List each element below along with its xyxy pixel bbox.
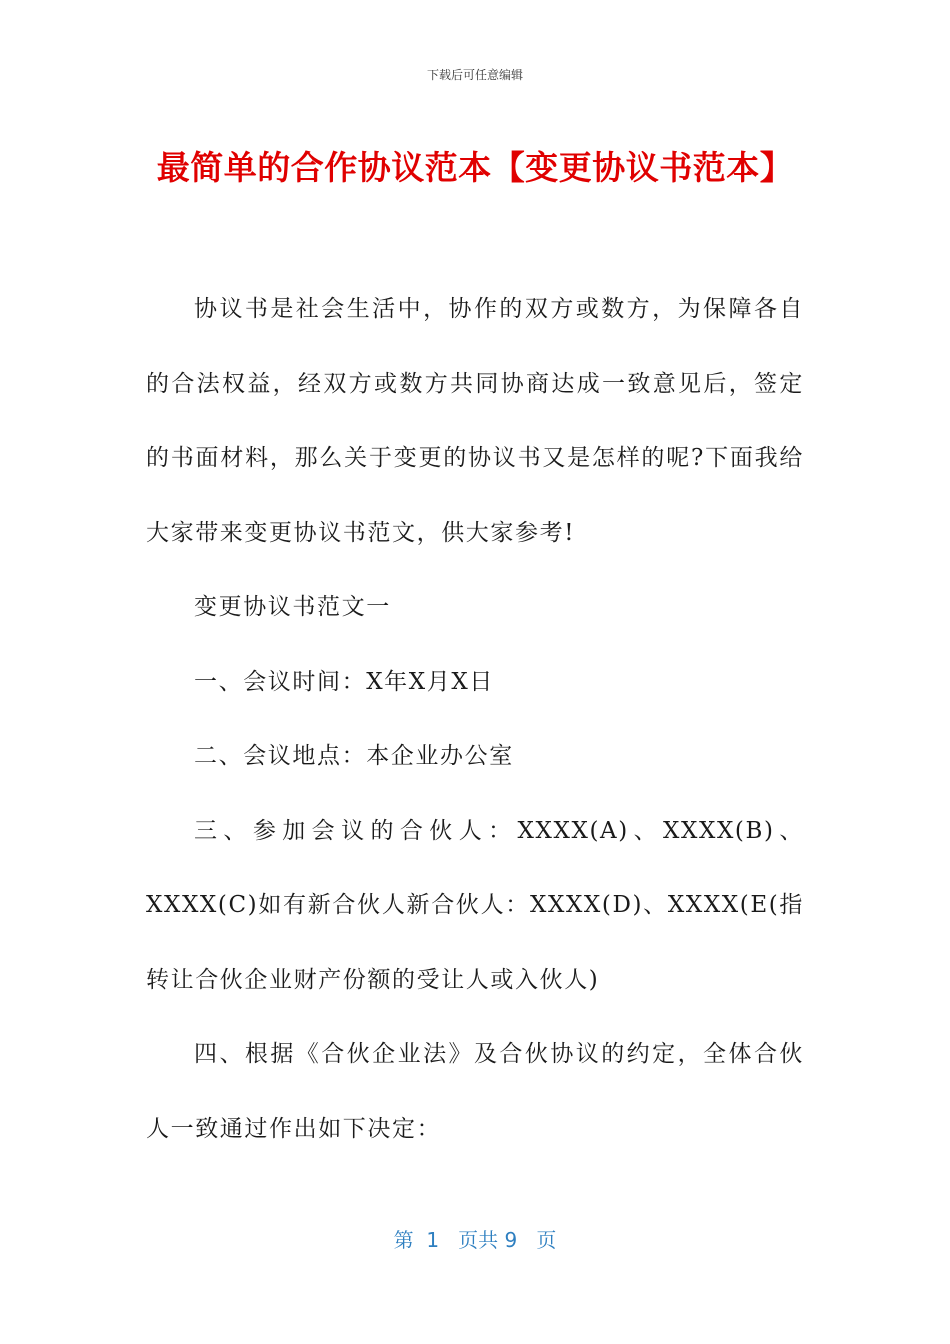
paragraph-decision: 四、根据《合伙企业法》及合伙协议的约定，全体合伙人一致通过作出如下决定： [146, 1041, 804, 1142]
document-body [146, 272, 804, 1166]
paragraph-meeting-place: 二、会议地点：本企业办公室 [194, 743, 514, 769]
paragraph-sample-heading: 变更协议书范文一 [194, 594, 391, 620]
paragraph-intro: 协议书是社会生活中，协作的双方或数方，为保障各自的合法权益，经双方或数方共同协商达成一致意见后，签定的书面材料，那么关于变更的协议书又是怎样的呢?下面我给大家带来变更协议书范文，供大家参考! [146, 296, 804, 546]
paragraph-participants: 三、参加会议的合伙人：XXXX(A)、XXXX(B)、XXXX(C)如有新合伙人新合伙人：XXXX(D)、XXXX(E(指转让合伙企业财产份额的受让人或入伙人) [146, 817, 804, 993]
page-number-footer: 第 1 页共 9 页 [393, 1228, 557, 1252]
header-note: 下载后可任意编辑 [426, 68, 523, 82]
document-title: 最简单的合作协议范本【变更协议书范本】 [156, 148, 794, 187]
paragraph-meeting-time: 一、会议时间：X年X月X日 [194, 668, 494, 695]
